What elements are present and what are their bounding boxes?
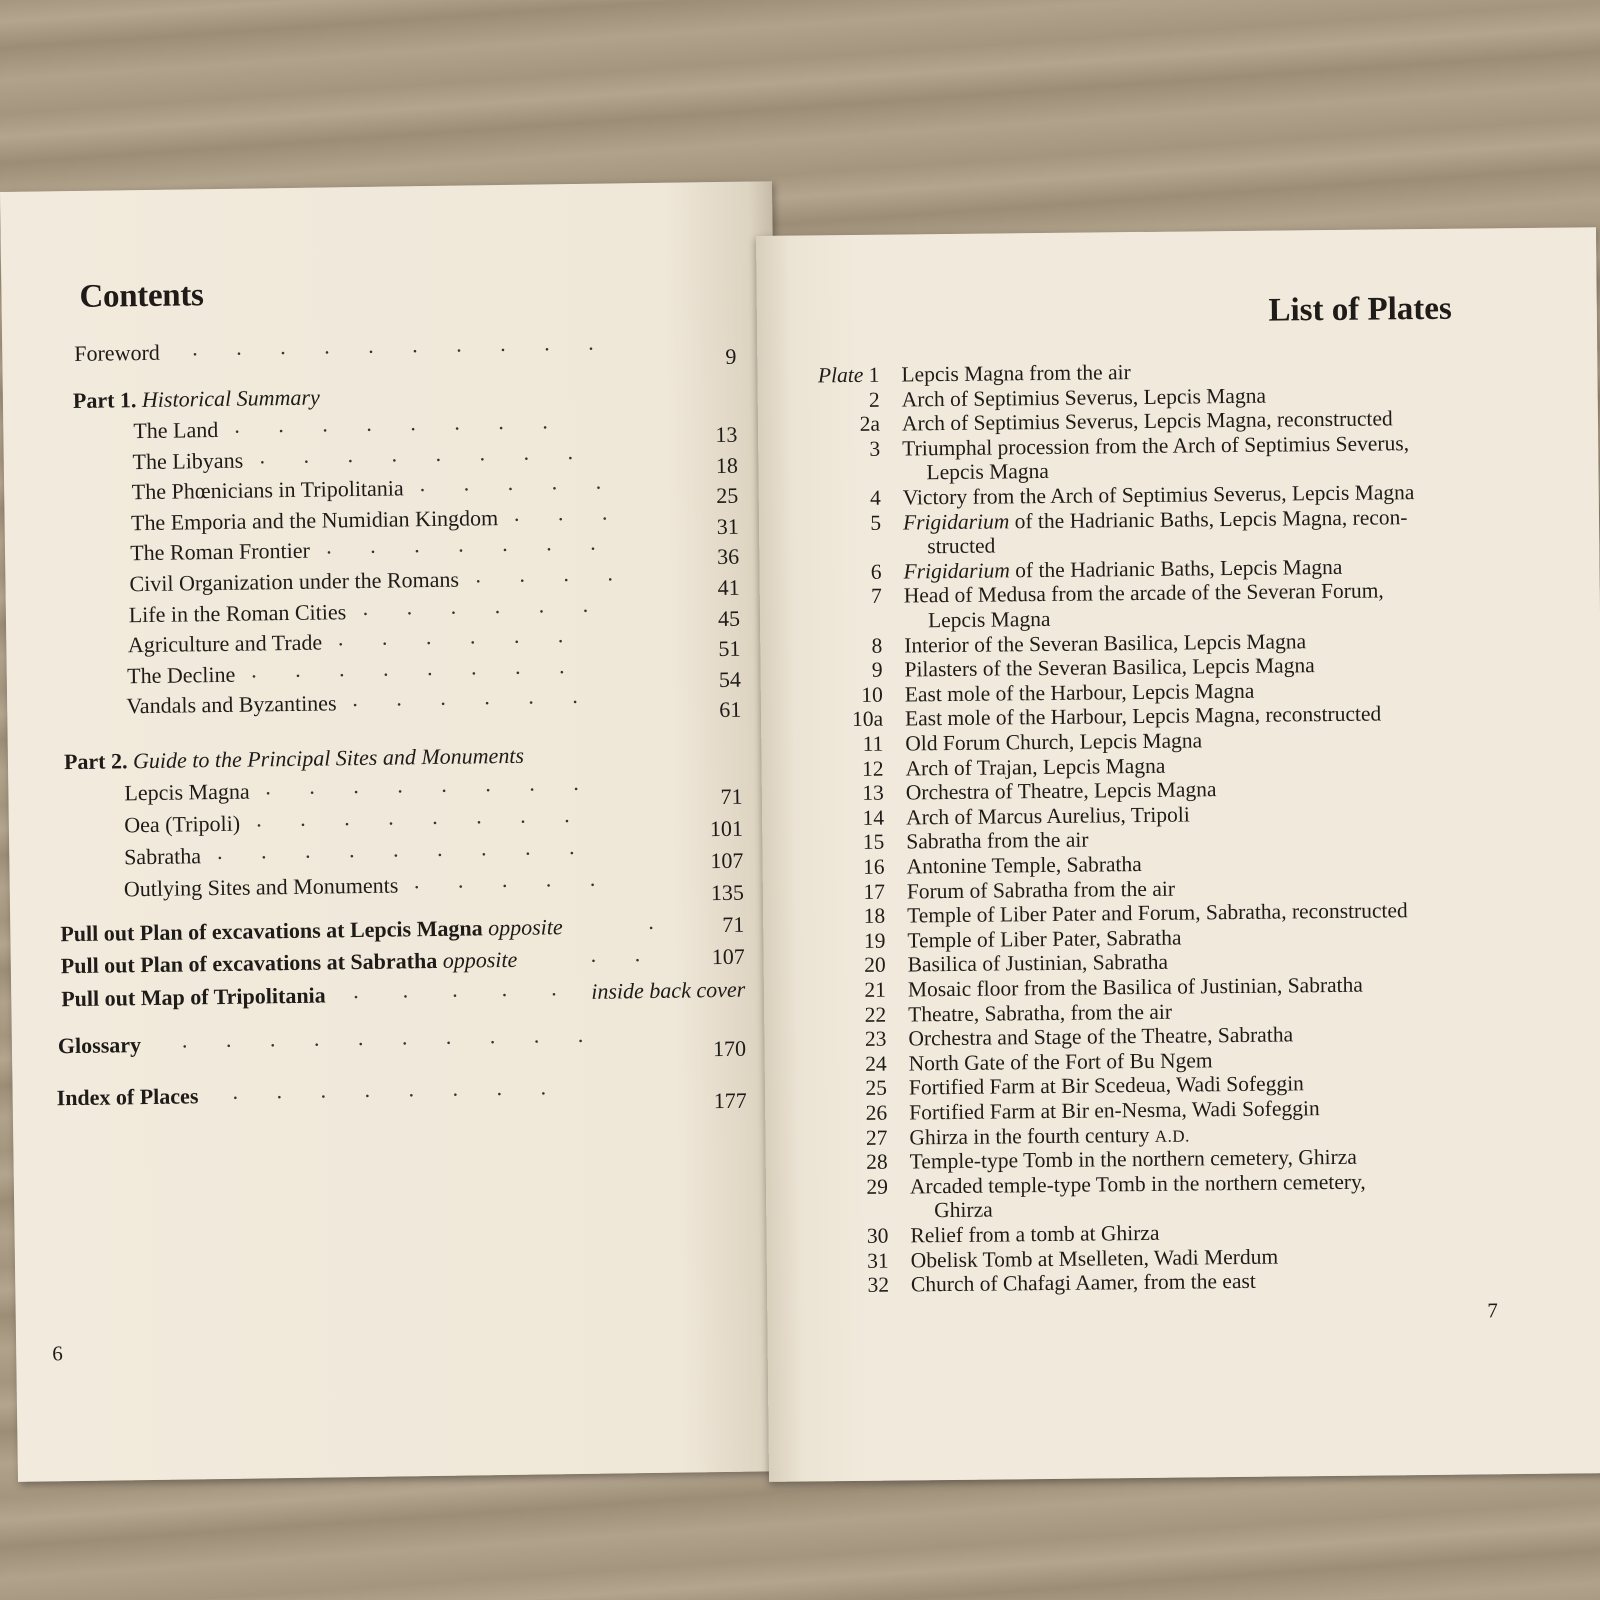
- plate-number-value: 15: [862, 830, 885, 855]
- plate-number: [819, 560, 881, 586]
- plate-caption-text: Lepcis Magna from the air: [901, 360, 1131, 387]
- plate-caption-text: Arch of Septimius Severus, Lepcis Magna: [901, 383, 1267, 412]
- plate-caption-text: Mosaic floor from the Basilica of Justinian, Sabratha: [907, 972, 1363, 1002]
- plate-caption: [909, 1122, 1190, 1150]
- leader-dots: . . . . . . . .: [255, 802, 570, 832]
- contents-title: Contents: [79, 277, 204, 315]
- plate-number: [825, 1125, 887, 1151]
- plate-number-value: 7: [870, 584, 882, 609]
- plate-caption: [908, 973, 1363, 1003]
- plate-caption-text: of the Hadrianic Baths, Lepcis Magna, recon-: [1009, 504, 1408, 533]
- pullout-page: 107: [711, 943, 745, 970]
- leader-dots: . . . . . .: [362, 591, 589, 620]
- plate-number-value: 16: [862, 854, 885, 879]
- plate-caption: [906, 802, 1190, 830]
- plate-number-value: 2a: [859, 411, 881, 437]
- plate-caption-italic: Frigidarium: [902, 508, 1010, 535]
- toc-entry-page: 61: [719, 697, 742, 723]
- plate-number: [821, 732, 883, 758]
- toc-entry-page: 107: [710, 847, 744, 874]
- plate-number: [822, 781, 884, 807]
- plate-caption-text: North Gate of the Fort of Bu Ngem: [908, 1048, 1213, 1076]
- plate-caption-text: Pilasters of the Severan Basilica, Lepcis Magna: [904, 653, 1315, 682]
- plate-number: [822, 855, 884, 881]
- leader-dots: . .: [590, 941, 641, 967]
- right-page-plates: [756, 227, 1600, 1482]
- pullout-note: opposite: [442, 946, 518, 973]
- plate-number-value: 26: [865, 1100, 888, 1125]
- pullout-label: Pull out Plan of excavations at Sabratha: [60, 947, 438, 979]
- leader-dots: . . . . .: [419, 468, 602, 497]
- plate-number: [824, 1027, 886, 1053]
- toc-entry-label: Sabratha: [123, 843, 202, 870]
- plate-number-value: 28: [866, 1149, 888, 1175]
- plate-number: [822, 830, 884, 856]
- plate-caption: [908, 999, 1172, 1027]
- plate-caption: [908, 950, 1169, 978]
- toc-entry-label: Glossary: [57, 1032, 142, 1059]
- toc-entry-label: Outlying Sites and Monuments: [123, 872, 399, 902]
- leader-dots: . . . . . . . .: [234, 408, 548, 438]
- toc-entry-label: Civil Organization under the Romans: [129, 566, 460, 597]
- toc-entry-page: 45: [717, 605, 741, 631]
- plate-prefix: Plate: [817, 362, 864, 388]
- plate-caption-text: Triumphal procession from the Arch of Septimius Severus,: [902, 430, 1410, 461]
- leader-dots: . . . . .: [353, 975, 557, 1004]
- toc-entry-glossary: [57, 1021, 747, 1064]
- plate-caption-text: Theatre, Sabratha, from the air: [908, 999, 1173, 1027]
- leader-dots: .: [648, 908, 654, 935]
- plate-number: [820, 584, 882, 610]
- plate-number-value: 17: [863, 879, 885, 904]
- plate-number-value: 19: [863, 928, 886, 953]
- plate-number: [823, 879, 885, 905]
- plate-number: [817, 363, 879, 389]
- pullout-label-wrap: [60, 914, 563, 947]
- plate-number: [824, 1002, 886, 1028]
- toc-entry-foreword: [74, 329, 737, 371]
- leader-dots: . . . . . . . .: [250, 652, 565, 683]
- leader-dots: . . . . . . . . . .: [192, 329, 594, 361]
- plate-number: [825, 1101, 887, 1127]
- pullout-note: inside back cover: [591, 976, 746, 1004]
- plate-caption-text: Old Forum Church, Lepcis Magna: [905, 728, 1203, 756]
- plate-caption: [906, 828, 1088, 855]
- left-page-contents: [0, 181, 790, 1482]
- toc-entry-page: 13: [715, 421, 738, 448]
- plate-caption-italic: Frigidarium: [903, 558, 1010, 584]
- plate-caption-text: Temple of Liber Pater, Sabratha: [907, 925, 1182, 953]
- plate-number: [827, 1248, 889, 1274]
- plate-caption-text: East mole of the Harbour, Lepcis Magna, reconstructed: [904, 701, 1382, 731]
- plate-number: [826, 1150, 888, 1176]
- plate-number-value: 23: [864, 1026, 887, 1052]
- leader-dots: . . . . .: [413, 865, 596, 894]
- plate-number-value: 20: [864, 953, 886, 978]
- plate-caption-text: of the Hadrianic Baths, Lepcis Magna: [1009, 554, 1343, 583]
- leader-dots: . . . . . . . .: [265, 769, 579, 800]
- plate-caption-text: Ghirza in the fourth century: [909, 1122, 1155, 1150]
- plate-caption-text: Forum of Sabratha from the air: [906, 876, 1176, 904]
- plate-caption: [905, 728, 1202, 756]
- plate-number-value: 24: [865, 1051, 887, 1076]
- toc-entry-page: 101: [709, 815, 744, 842]
- plate-number: [825, 1051, 887, 1077]
- plate-number: [823, 928, 885, 954]
- plate-caption: [904, 579, 1384, 609]
- plate-number: [819, 486, 881, 512]
- toc-entry-page: 18: [715, 452, 739, 478]
- toc-entry-label: The Phœnicians in Tripolitania: [131, 475, 404, 505]
- plate-number-value: 9: [871, 657, 883, 682]
- plate-number: [822, 805, 884, 831]
- plate-caption: [907, 898, 1408, 928]
- plate-number: [819, 510, 881, 536]
- plate-caption-text: Orchestra and Stage of the Theatre, Sabratha: [908, 1022, 1294, 1051]
- plate-number: [826, 1224, 888, 1250]
- plate-caption-text: Interior of the Severan Basilica, Lepcis Magna: [904, 628, 1307, 658]
- plate-caption: [909, 1048, 1213, 1076]
- plate-caption-text: Temple-type Tomb in the northern cemetery, Ghirza: [909, 1144, 1357, 1174]
- plate-number: [818, 412, 880, 438]
- toc-entry-index: [56, 1076, 746, 1116]
- plate-number-value: 8: [871, 633, 883, 658]
- plate-number-value: 18: [863, 903, 886, 929]
- leader-dots: . . . . . . .: [325, 530, 596, 559]
- toc-entry-page: 177: [713, 1087, 747, 1114]
- plate-caption: [911, 1269, 1256, 1298]
- plate-number: [824, 953, 886, 979]
- leader-dots: . . . . . . . . .: [216, 834, 575, 865]
- plate-caption-text: Obelisk Tomb at Mselleten, Wadi Merdum: [910, 1244, 1279, 1273]
- plate-number-value: 6: [870, 559, 882, 584]
- leader-dots: . . .: [513, 499, 608, 526]
- plate-caption-text: Basilica of Justinian, Sabratha: [907, 950, 1169, 977]
- pullout-label: Pull out Plan of excavations at Lepcis Magna: [60, 915, 483, 947]
- plate-number-value: 4: [869, 485, 881, 510]
- plate-caption-text: Fortified Farm at Bir Scedeua, Wadi Sofeggin: [908, 1071, 1304, 1100]
- plate-number: [818, 387, 880, 413]
- plate-number: [827, 1273, 889, 1299]
- toc-entry-label: Vandals and Byzantines: [126, 690, 337, 719]
- plate-caption-text: Sabratha from the air: [906, 827, 1089, 854]
- toc-entry-page: 71: [720, 783, 743, 809]
- plate-caption: [909, 1096, 1320, 1125]
- plate-caption: [910, 1169, 1366, 1199]
- plate-caption: [901, 360, 1130, 387]
- plate-number-value: 14: [862, 805, 885, 830]
- plate-number: [825, 1076, 887, 1102]
- plate-caption: [906, 777, 1217, 805]
- toc-entry-label: Index of Places: [56, 1083, 199, 1111]
- plate-caption-text: Orchestra of Theatre, Lepcis Magna: [905, 777, 1217, 805]
- toc-entry-label: Foreword: [74, 339, 160, 366]
- plate-number-value: 22: [864, 1002, 887, 1027]
- plate-caption: [908, 1023, 1293, 1052]
- leader-dots: . . . .: [475, 560, 614, 588]
- toc-entry-page: 36: [716, 544, 740, 570]
- toc-entry: [123, 865, 745, 907]
- leader-dots: . . . . . .: [352, 683, 578, 712]
- toc-entry-label: Lepcis Magna: [124, 778, 250, 806]
- plate-number-value: 1: [868, 362, 880, 387]
- plate-caption: [902, 431, 1409, 461]
- plate-number-value: 30: [866, 1223, 889, 1248]
- plate-number: [818, 437, 880, 463]
- plate-number: [820, 658, 882, 684]
- plate-number-value: 12: [861, 756, 884, 781]
- toc-entry-page: 170: [712, 1035, 747, 1062]
- plate-caption-text: Relief from a tomb at Ghirza: [910, 1220, 1160, 1248]
- plate-caption-text: Fortified Farm at Bir en-Nesma, Wadi Sofeggin: [909, 1096, 1320, 1125]
- toc-entry-page: 54: [718, 666, 742, 692]
- plate-caption-smallcaps: A.D.: [1154, 1126, 1190, 1146]
- toc-entry-page: 25: [716, 482, 739, 509]
- toc-entry-label: Life in the Roman Cities: [128, 598, 347, 627]
- toc-entry-label: The Decline: [126, 661, 236, 689]
- part2-heading: [64, 743, 524, 775]
- plate-caption: [907, 876, 1175, 904]
- plate-caption-text: East mole of the Harbour, Lepcis Magna: [904, 678, 1255, 707]
- plate-caption: [905, 702, 1381, 732]
- pullout-note: opposite: [487, 914, 563, 941]
- plate-number: [821, 756, 883, 782]
- toc-entry-label: The Land: [133, 416, 219, 444]
- toc-entry-pullout-map: [61, 977, 745, 1017]
- plate-number-value: 13: [862, 780, 884, 806]
- plate-number: [820, 633, 882, 659]
- plate-caption: [910, 1221, 1159, 1249]
- toc-entry-label: The Libyans: [132, 447, 244, 474]
- plate-number: [823, 904, 885, 930]
- plate-caption-continuation: Ghirza: [934, 1197, 993, 1223]
- list-of-plates-title: List of Plates: [1268, 290, 1452, 329]
- plate-number-value: 25: [865, 1076, 888, 1101]
- toc-entry-page: 31: [716, 513, 739, 539]
- toc-entry-label: The Roman Frontier: [130, 538, 311, 566]
- plate-caption: [907, 925, 1181, 953]
- plate-caption-continuation: structed: [927, 533, 996, 559]
- plate-number-value: 32: [867, 1272, 890, 1298]
- toc-entry-label: The Emporia and the Numidian Kingdom: [130, 504, 499, 535]
- plate-number: [821, 682, 883, 708]
- plate-caption-text: Victory from the Arch of Septimius Severus, Lepcis Magna: [902, 480, 1415, 510]
- plate-caption-text: Arch of Marcus Aurelius, Tripoli: [905, 802, 1190, 830]
- pullout-label: Pull out Map of Tripolitania: [61, 982, 326, 1012]
- plate-number-value: 5: [870, 510, 882, 535]
- toc-entry-page: 41: [717, 574, 740, 601]
- plate-caption-text: Church of Chafagi Aamer, from the east: [910, 1269, 1256, 1297]
- plate-number-value: 3: [869, 436, 881, 461]
- plate-number: [821, 707, 883, 733]
- plate-number-value: 21: [864, 977, 887, 1002]
- page-number-right: 7: [1487, 1298, 1498, 1323]
- part2-title: Guide to the Principal Sites and Monuments: [132, 742, 525, 774]
- plate-caption: [903, 505, 1408, 535]
- part1-heading: [73, 385, 320, 414]
- plate-caption-continuation: Lepcis Magna: [926, 459, 1049, 485]
- plate-number-value: 2: [868, 387, 880, 412]
- plate-caption-text: Arch of Septimius Severus, Lepcis Magna, reconstructed: [901, 406, 1393, 436]
- plate-number-value: 10: [861, 682, 883, 707]
- plate-number: [824, 978, 886, 1004]
- plate-caption-text: Antonine Temple, Sabratha: [906, 851, 1142, 879]
- plate-caption: [905, 753, 1165, 781]
- toc-entry-label: Agriculture and Trade: [127, 629, 323, 658]
- leader-dots: . . . . . .: [337, 622, 564, 651]
- pullout-label-wrap: [61, 947, 518, 979]
- page-number-left: 6: [52, 1341, 63, 1366]
- plate-caption-continuation: Lepcis Magna: [927, 606, 1051, 633]
- part2-prefix: Part 2.: [63, 748, 128, 775]
- pullout-page: 71: [722, 911, 745, 937]
- leader-dots: . . . . . . . .: [259, 438, 574, 468]
- plate-number-value: 29: [866, 1174, 889, 1199]
- plate-caption-text: Head of Medusa from the arcade of the Severan Forum,: [903, 578, 1384, 608]
- plate-caption-text: Temple of Liber Pater and Forum, Sabratha, reconstructed: [906, 898, 1408, 928]
- toc-entry-page: 51: [718, 635, 741, 662]
- leader-dots: . . . . . . . .: [232, 1074, 547, 1104]
- plate-caption: [906, 852, 1141, 879]
- part1-prefix: Part 1.: [72, 387, 137, 414]
- plate-number-value: 11: [862, 731, 884, 756]
- plate-caption-text: Arcaded temple-type Tomb in the northern cemetery,: [909, 1169, 1366, 1199]
- toc-entry-page: 135: [710, 879, 745, 906]
- toc-entry-page: 9: [725, 343, 737, 369]
- toc-entry-label: Oea (Tripoli): [124, 810, 241, 838]
- part1-title: Historical Summary: [141, 384, 320, 413]
- plate-caption-text: Arch of Trajan, Lepcis Magna: [905, 753, 1166, 781]
- plate-number: [826, 1174, 888, 1200]
- leader-dots: . . . . . . . . . .: [181, 1021, 584, 1053]
- plate-number-value: 31: [867, 1248, 889, 1273]
- plate-number-value: 27: [865, 1125, 888, 1150]
- plate-number-value: 10a: [851, 707, 884, 732]
